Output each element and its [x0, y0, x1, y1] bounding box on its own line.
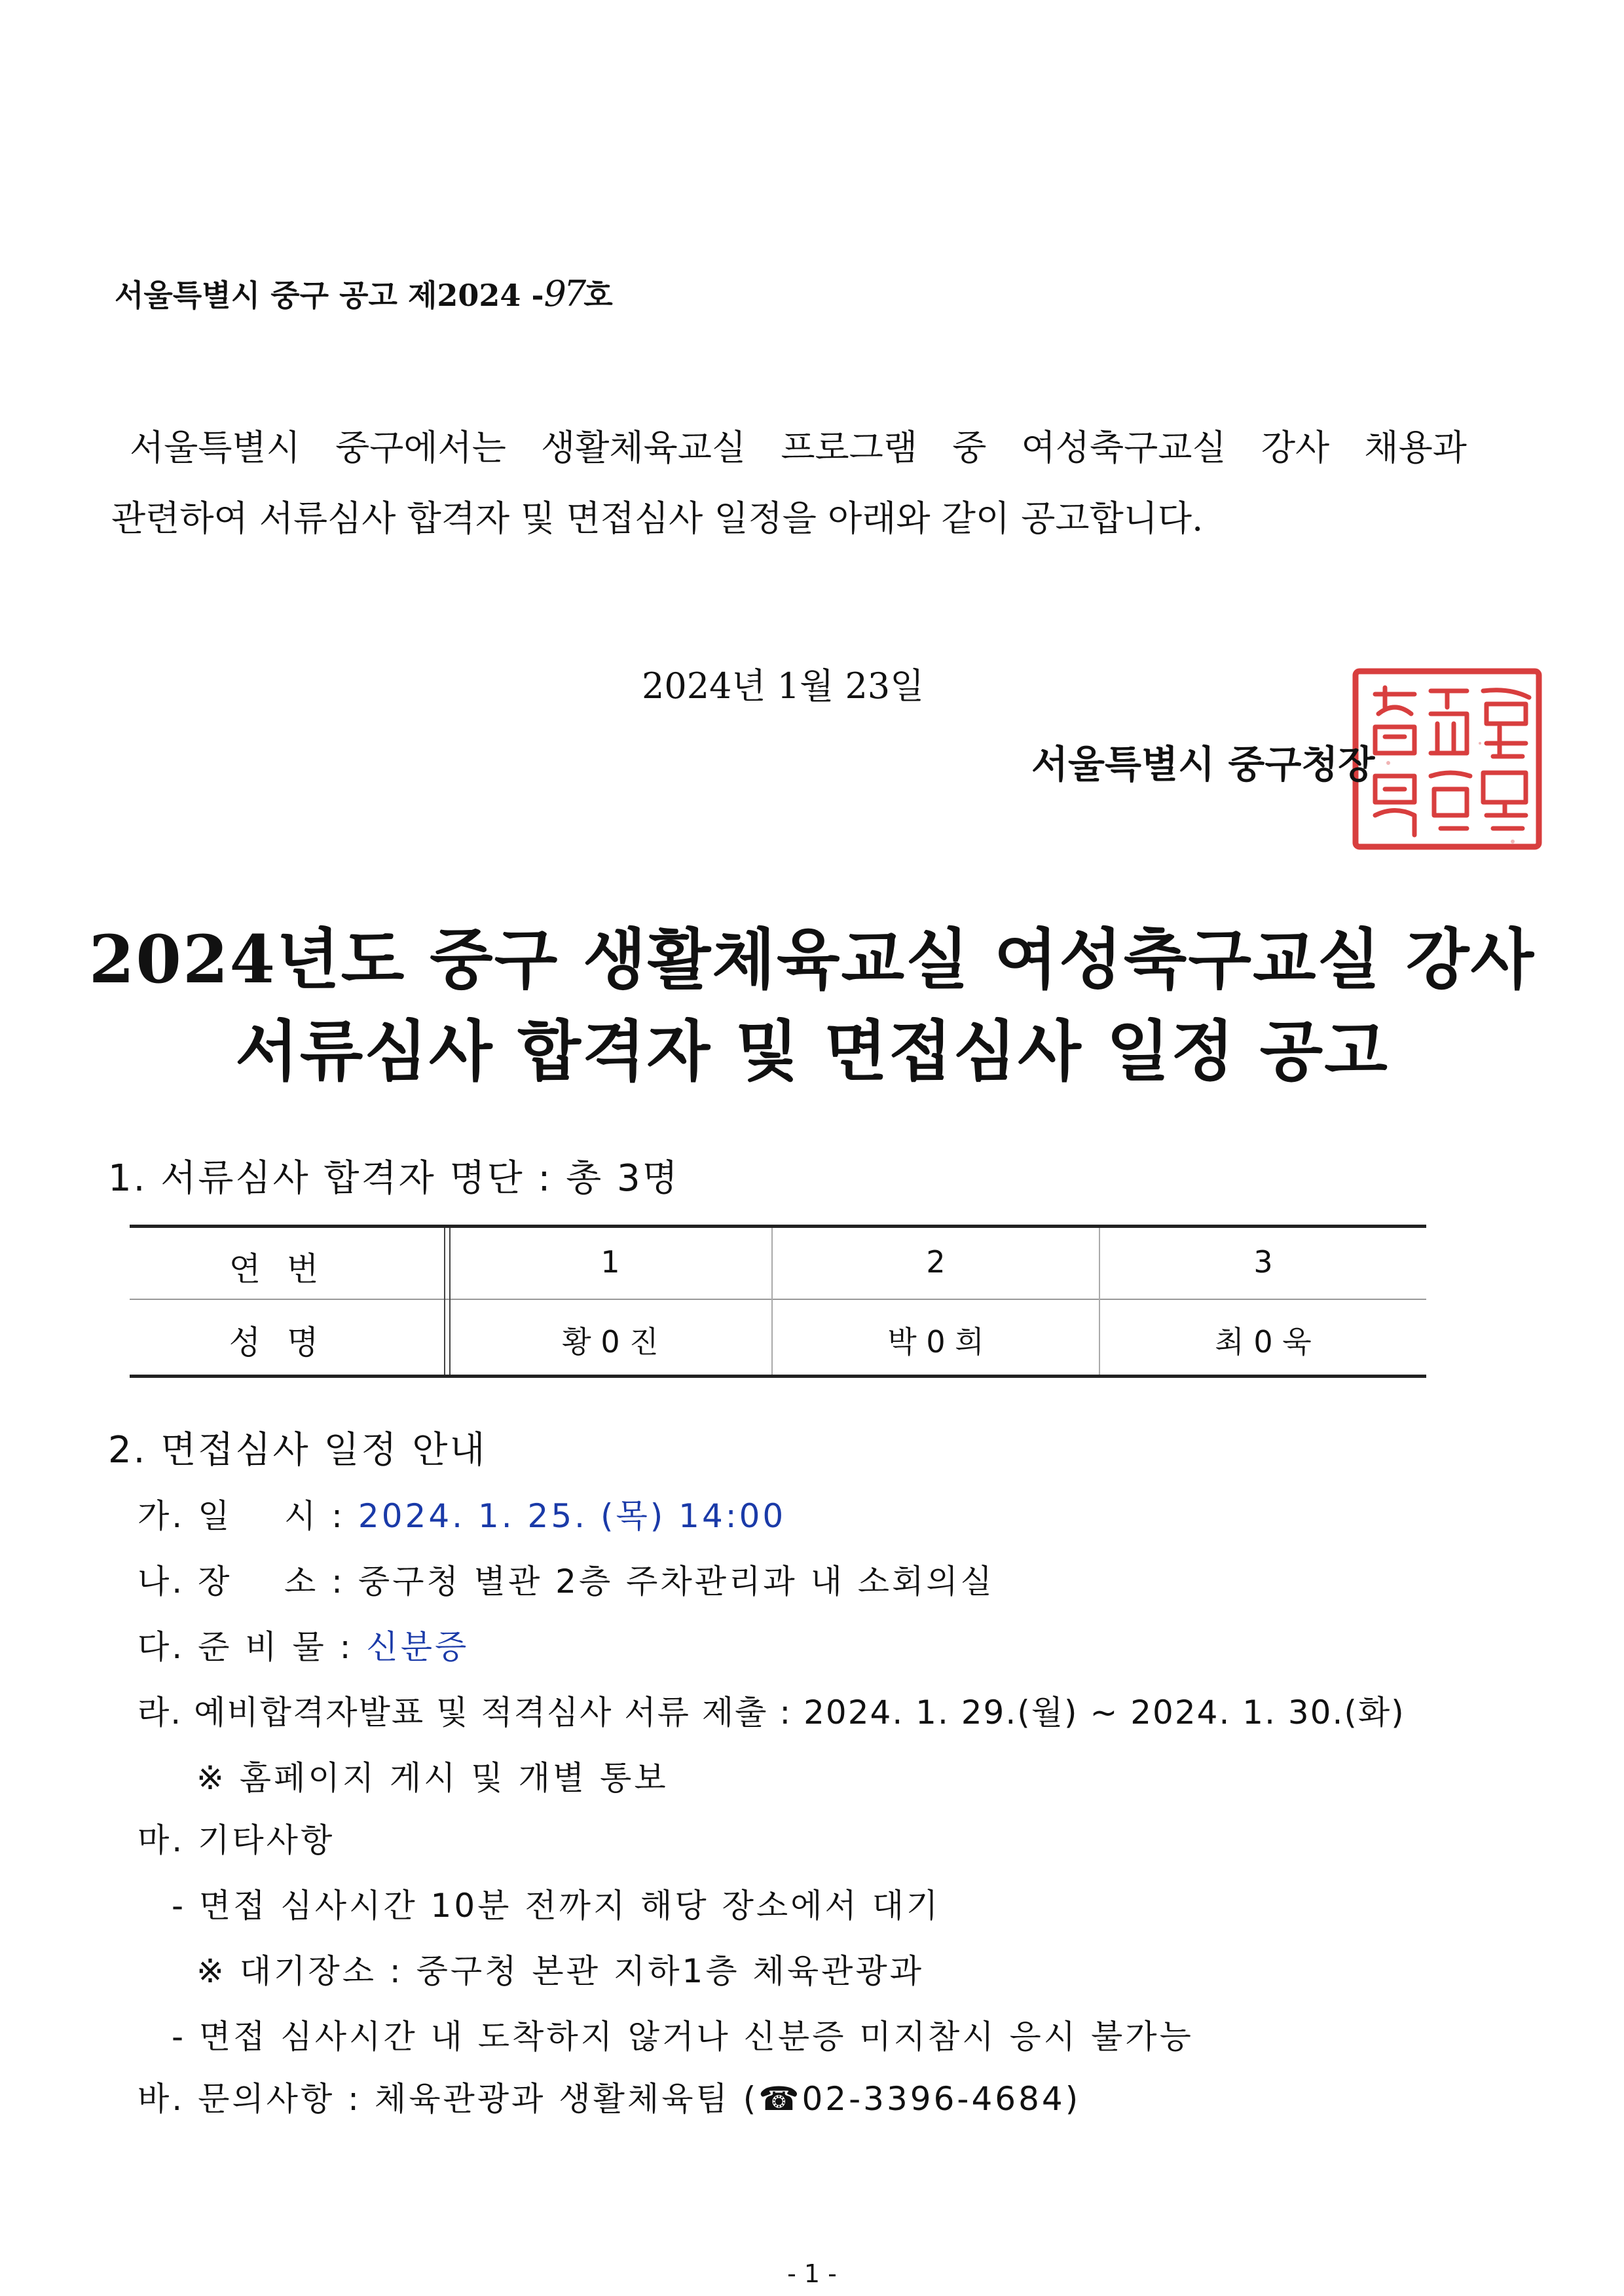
schedule-item-submission: 라. 예비합격자발표 및 적격심사 서류 제출 : 2024. 1. 29.(월) ~ 2024. 1. 30.(화)	[138, 1694, 1405, 1731]
datetime-value: 2024. 1. 25. (목) 14:00	[358, 1497, 786, 1535]
intro-line-2: 관련하여 서류심사 합격자 및 면접심사 일정을 아래와 같이 공고합니다.	[111, 498, 1204, 539]
table-cell-name: 박 0 희	[887, 1324, 984, 1360]
materials-value: 신분증	[366, 1628, 470, 1666]
schedule-item-other: 마. 기타사항	[138, 1821, 335, 1859]
table-cell-name: 황 0 진	[562, 1324, 659, 1360]
notice-number-suffix: 호	[583, 278, 613, 313]
schedule-item-inquiry: 바. 문의사항 : 체육관광과 생활체육팀 (☎02-3396-4684)	[138, 2080, 1081, 2118]
row-header-name: 성명	[229, 1324, 345, 1361]
submission-note: ※ 홈페이지 게시 및 개별 통보	[196, 1759, 669, 1797]
intro-word: 생활체육교실	[541, 427, 747, 468]
page-number: - 1 -	[787, 2259, 837, 2288]
row-header-serial: 연번	[229, 1250, 345, 1288]
intro-word: 강사	[1261, 427, 1330, 468]
notice-number-prefix: 서울특별시 중구 공고 제2024 -	[115, 278, 544, 313]
intro-paragraph	[111, 413, 1467, 554]
intro-word: 서울특별시	[130, 427, 301, 468]
intro-word: 프로그램	[781, 427, 917, 468]
passers-table	[130, 1225, 1426, 1378]
intro-line-1	[111, 413, 1467, 483]
datetime-label: 가. 일 시 :	[138, 1497, 358, 1535]
notice-number	[115, 272, 613, 315]
table-bottom-rule	[130, 1375, 1426, 1378]
document-title-line-1: 2024년도 중구 생활체육교실 여성축구교실 강사	[88, 921, 1536, 998]
intro-word: 중	[952, 427, 987, 468]
section-2-heading: 2. 면접심사 일정 안내	[108, 1429, 487, 1472]
intro-word: 중구에서는	[335, 427, 506, 468]
table-top-rule	[130, 1225, 1426, 1228]
section-1-heading: 1. 서류심사 합격자 명단 : 총 3명	[108, 1157, 680, 1200]
schedule-item-materials	[138, 1621, 469, 1668]
table-middle-rule	[130, 1299, 1426, 1300]
table-cell-name: 최 0 욱	[1215, 1324, 1312, 1360]
intro-word: 채용과	[1364, 427, 1467, 468]
other-item-restriction: - 면접 심사시간 내 도착하지 않거나 신분증 미지참시 응시 불가능	[172, 2018, 1194, 2056]
schedule-item-location: 나. 장 소 : 중구청 별관 2층 주차관리과 내 소회의실	[138, 1563, 995, 1601]
intro-word: 여성축구교실	[1021, 427, 1227, 468]
official-seal	[1349, 665, 1545, 855]
waiting-place-note: ※ 대기장소 : 중구청 본관 지하1층 체육관광과	[196, 1952, 925, 1990]
issuer-name: 서울특별시 중구청장	[1031, 742, 1375, 787]
document-title-line-2: 서류심사 합격자 및 면접심사 일정 공고	[235, 1012, 1389, 1090]
table-cell-number: 1	[600, 1244, 620, 1280]
materials-label: 다. 준 비 물 :	[138, 1628, 367, 1666]
table-cell-number: 3	[1253, 1244, 1273, 1280]
table-cell-number: 2	[926, 1244, 946, 1280]
schedule-item-datetime	[138, 1490, 786, 1537]
notice-number-handwritten: 97	[544, 273, 584, 314]
notice-date: 2024년 1월 23일	[642, 665, 925, 707]
other-item-waiting: - 면접 심사시간 10분 전까지 해당 장소에서 대기	[172, 1887, 941, 1925]
